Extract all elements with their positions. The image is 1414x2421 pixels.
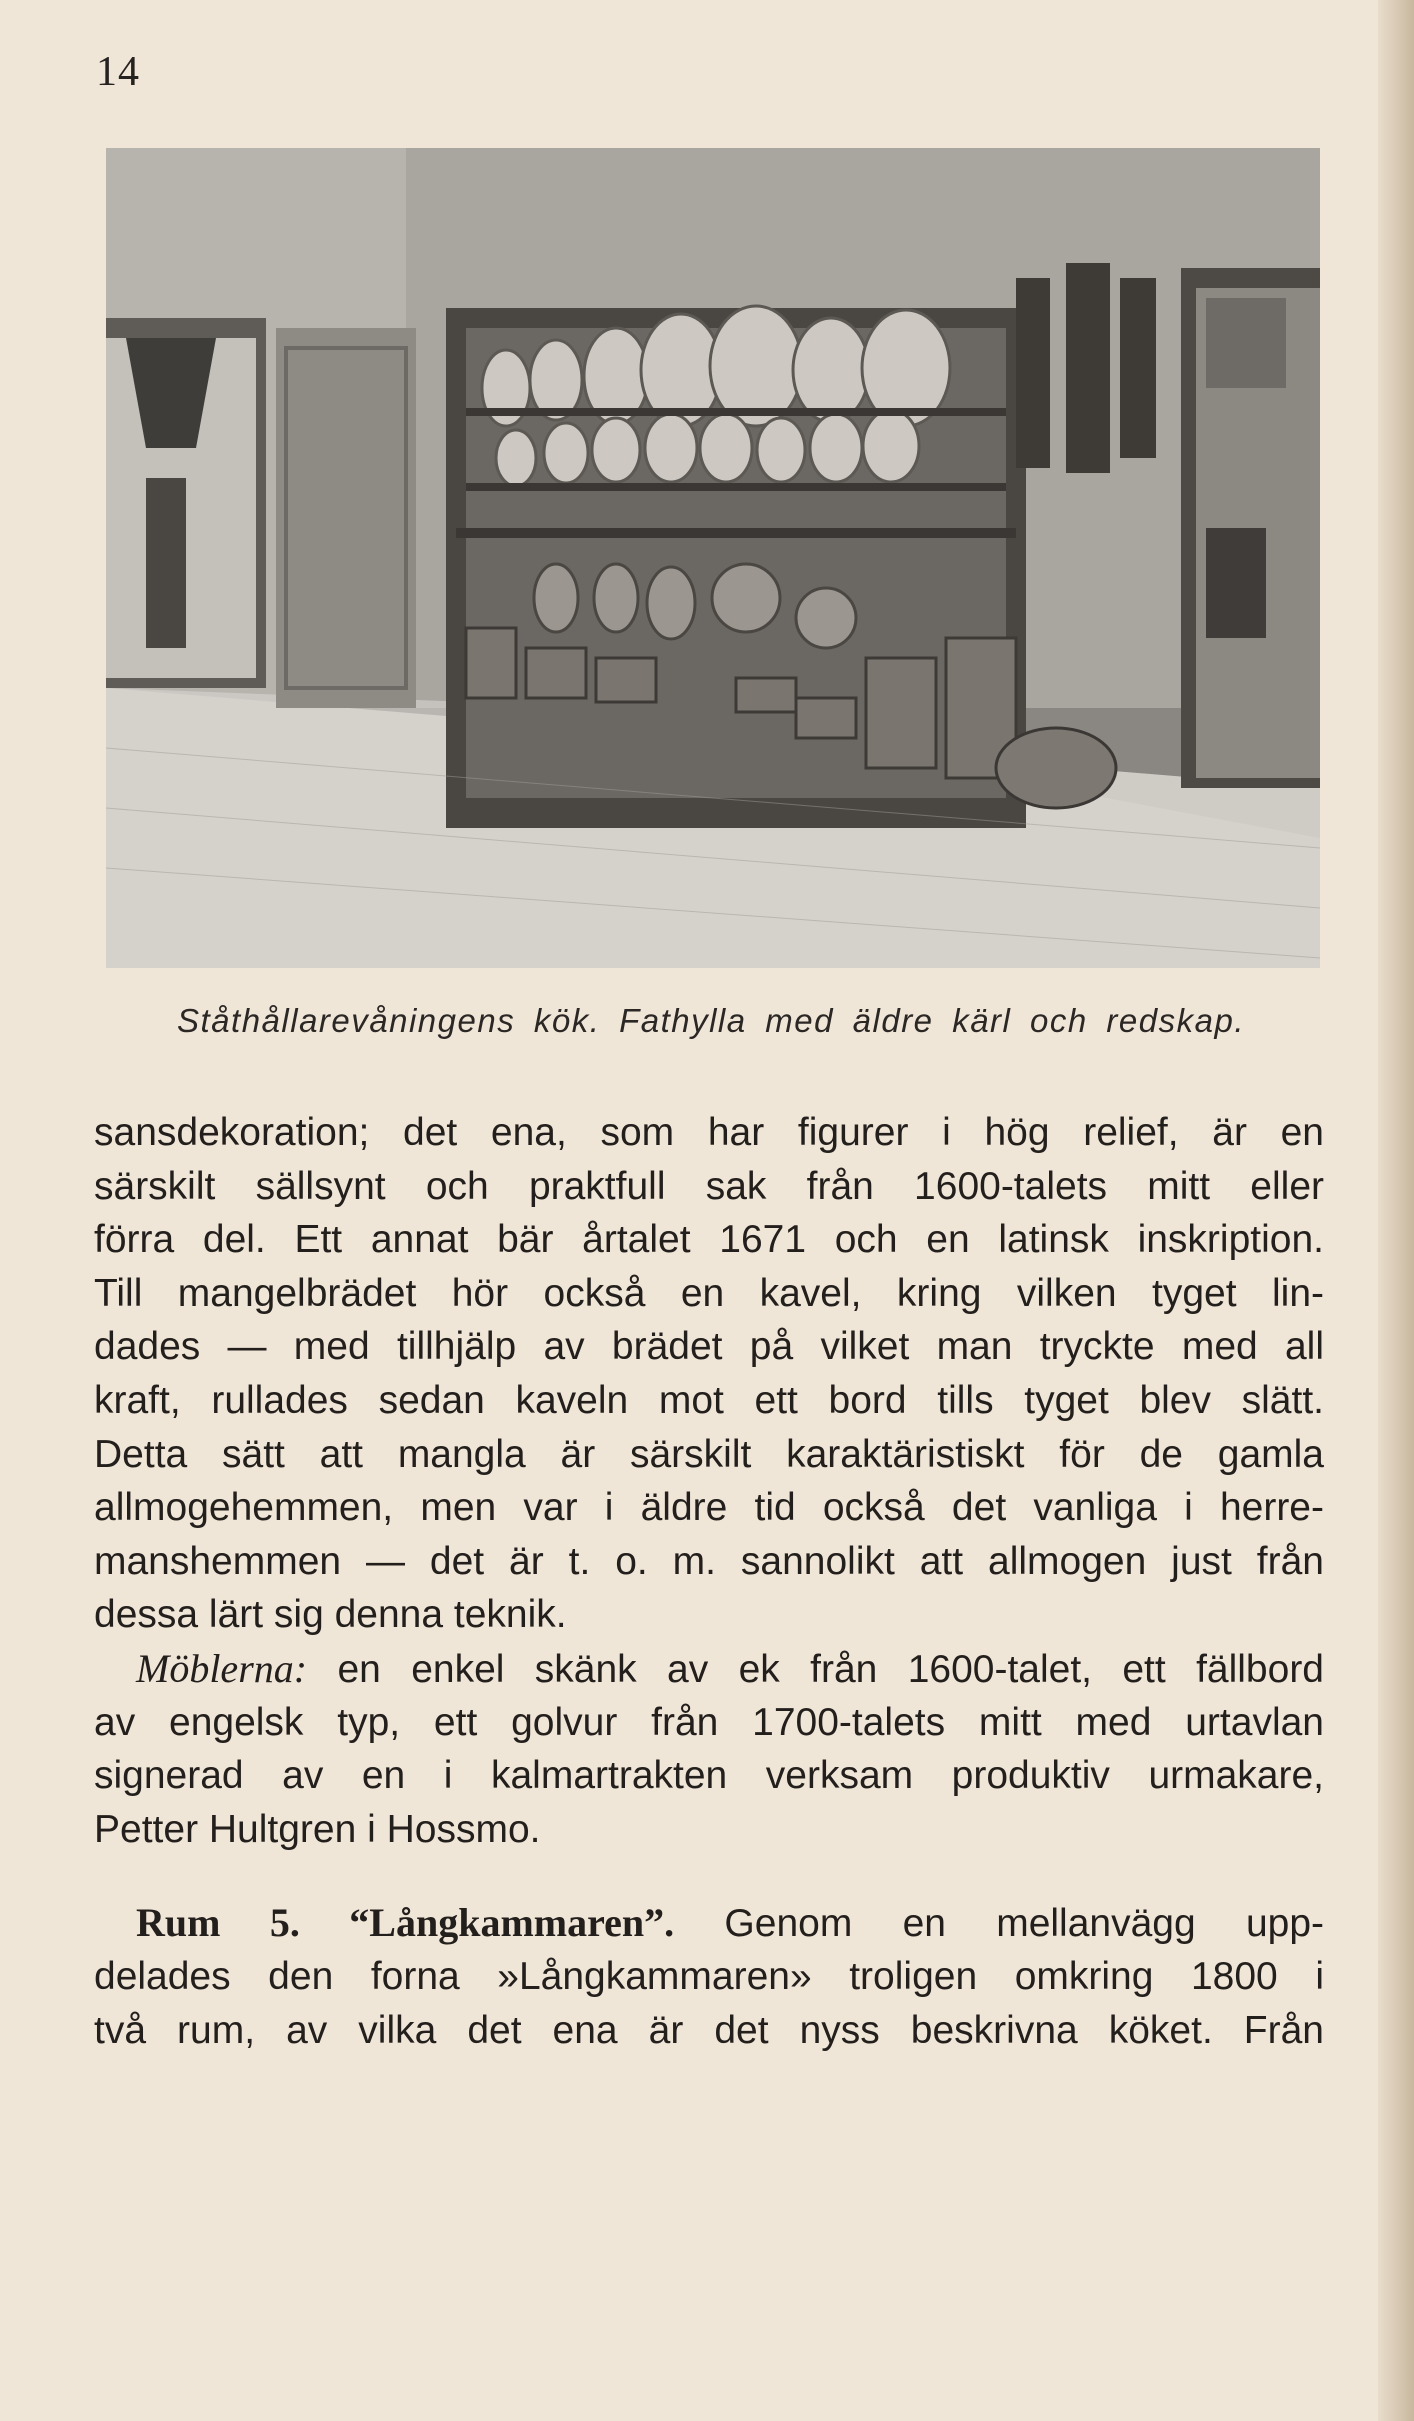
page-edge	[1378, 0, 1414, 2421]
section-gap	[94, 1856, 1324, 1896]
text-line: Detta sätt att mangla är särskilt karaktäristiskt för de gamla	[94, 1432, 1324, 1476]
text-line: dades — med tillhjälp av brädet på vilket man tryckte med all	[94, 1325, 1324, 1369]
text-line: Petter Hultgren i Hossmo.	[94, 1807, 541, 1851]
furniture-paragraph-first-line	[94, 1642, 1324, 1696]
furniture-lead: Möblerna:	[136, 1645, 308, 1691]
text-line: förra del. Ett annat bär årtalet 1671 och en latinsk inskription.	[94, 1218, 1324, 1262]
text-fragment: Genom en mellanvägg upp-	[724, 1902, 1324, 1946]
text-line: dessa lärt sig denna teknik.	[94, 1593, 567, 1637]
room-5-heading: Rum 5. “Långkammaren”.	[136, 1900, 675, 1946]
body-text	[94, 1106, 1324, 2057]
text-line: sansdekoration; det ena, som har figurer i hög relief, är en	[94, 1111, 1324, 1154]
figure-caption: Ståthållarevåningens kök. Fathylla med äldre kärl och redskap.	[177, 1002, 1245, 1039]
text-line: av engelsk typ, ett golvur från 1700-talets mitt med urtavlan	[94, 1700, 1324, 1744]
text-fragment: en enkel skänk av ek från 1600-talet, ett fällbord	[337, 1647, 1324, 1691]
text-line: Till mangelbrädet hör också en kavel, kring vilken tyget lin-	[94, 1271, 1324, 1315]
kitchen-photograph	[106, 148, 1320, 968]
room-heading-line	[94, 1896, 1324, 1950]
text-line: två rum, av vilka det ena är det nyss beskrivna köket. Från	[94, 2008, 1324, 2052]
text-line: allmogehemmen, men var i äldre tid också det vanliga i herre-	[94, 1486, 1324, 1530]
text-line: särskilt sällsynt och praktfull sak från 1600-talets mitt eller	[94, 1164, 1324, 1208]
text-line: delades den forna »Långkammaren» troligen omkring 1800 i	[94, 1954, 1324, 1998]
text-line: manshemmen — det är t. o. m. sannolikt att allmogen just från	[94, 1539, 1324, 1583]
text-line: kraft, rullades sedan kaveln mot ett bord tills tyget blev slätt.	[94, 1378, 1324, 1422]
page-number: 14	[96, 49, 140, 95]
text-line: signerad av en i kalmartrakten verksam produktiv urmakare,	[94, 1754, 1324, 1798]
